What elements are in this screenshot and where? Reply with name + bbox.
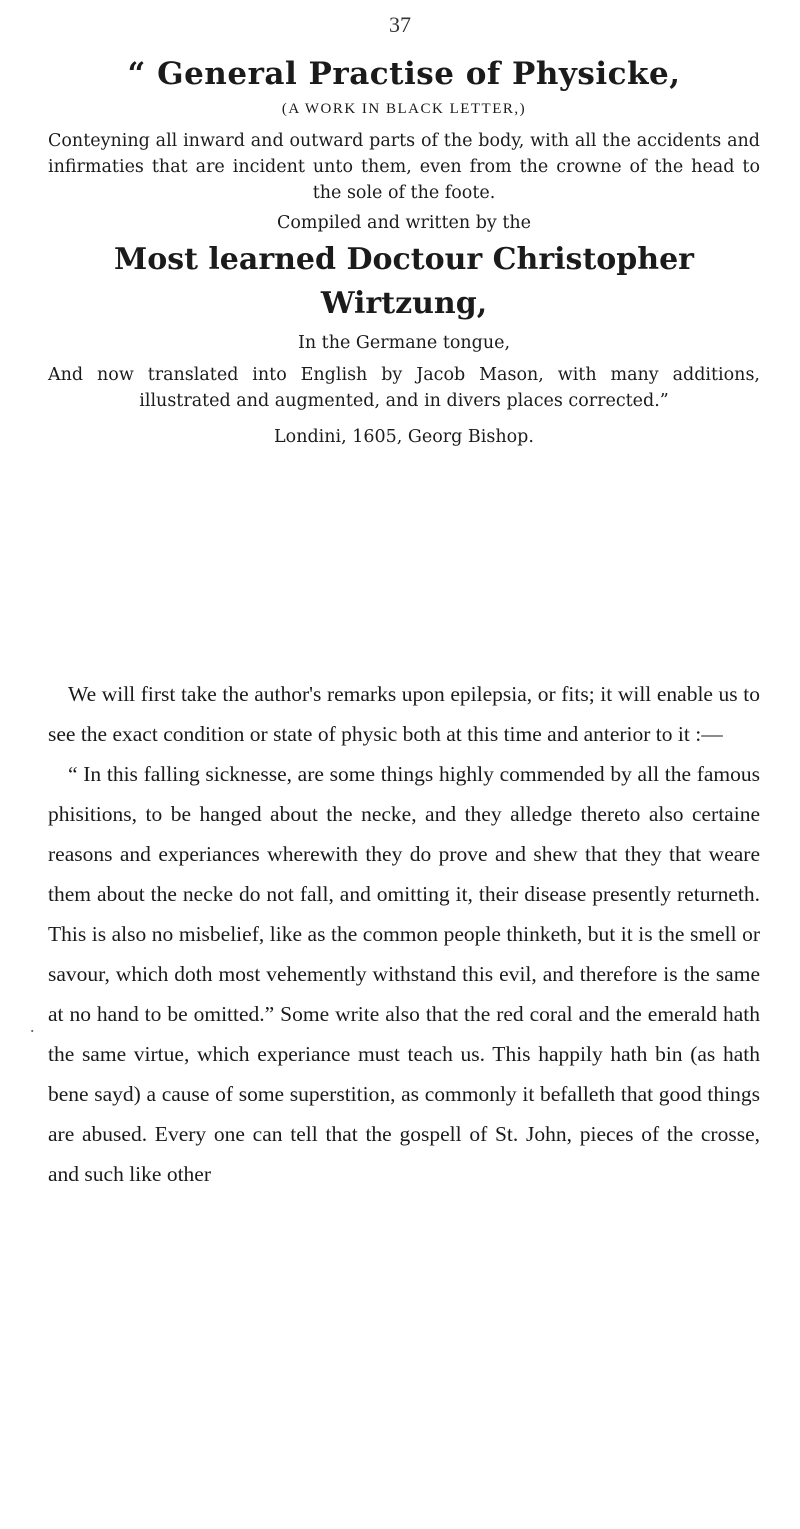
book-title: “ General Practise of Physicke, [127,56,681,92]
compiled-by-line: Compiled and written by the [276,213,531,233]
body-text [48,674,760,1194]
paragraph: We will first take the author's remarks upon epilepsia, or fits; it will enable us to see the exact condition or state of physic both at this time and anterior to it :— [48,682,760,746]
imprint-line: Londini, 1605, Georg Bishop. [274,427,534,447]
margin-mark: . [30,1016,35,1036]
book-subtitle: (A WORK IN BLACK LETTER,) [281,101,527,117]
language-line: In the Germane tongue, [297,333,511,353]
translation-note: And now translated into English by Jacob Mason, with many additions, illustrated and augmented, and in divers places corrected.” [48,365,760,411]
author-line: Most learned Doctour Christopher Wirtzung, [113,242,694,321]
contents-description: Conteyning all inward and outward parts of the body, with all the accidents and infirmaties that are incident unto them, even from the crowne of the head to the sole of the foote. [48,131,760,203]
quoted-title-page [48,54,760,450]
page-number: 37 [389,12,411,37]
paragraph: “ In this falling sicknesse, are some things highly commended by all the famous phisitions, to be hanged about the necke, and they alledge thereto also certaine reasons and experiances wherewith they do prove and shew that they that weare them about the necke do not fall, and omitting it, their disease presently returneth. This is also no misbelief, like as the common people thinketh, but it is the smell or savour, which doth most vehemently withstand this evil, and therefore is the same at no hand to be omitted.” Some write also that the red coral and the emerald hath the same virtue, which experiance must teach us. This happily hath bin (as hath bene sayd) a cause of some superstition, as commonly it befalleth that good things are abused. Every one can tell that the gospell of St. John, pieces of the crosse, and such like other [48,762,760,1186]
